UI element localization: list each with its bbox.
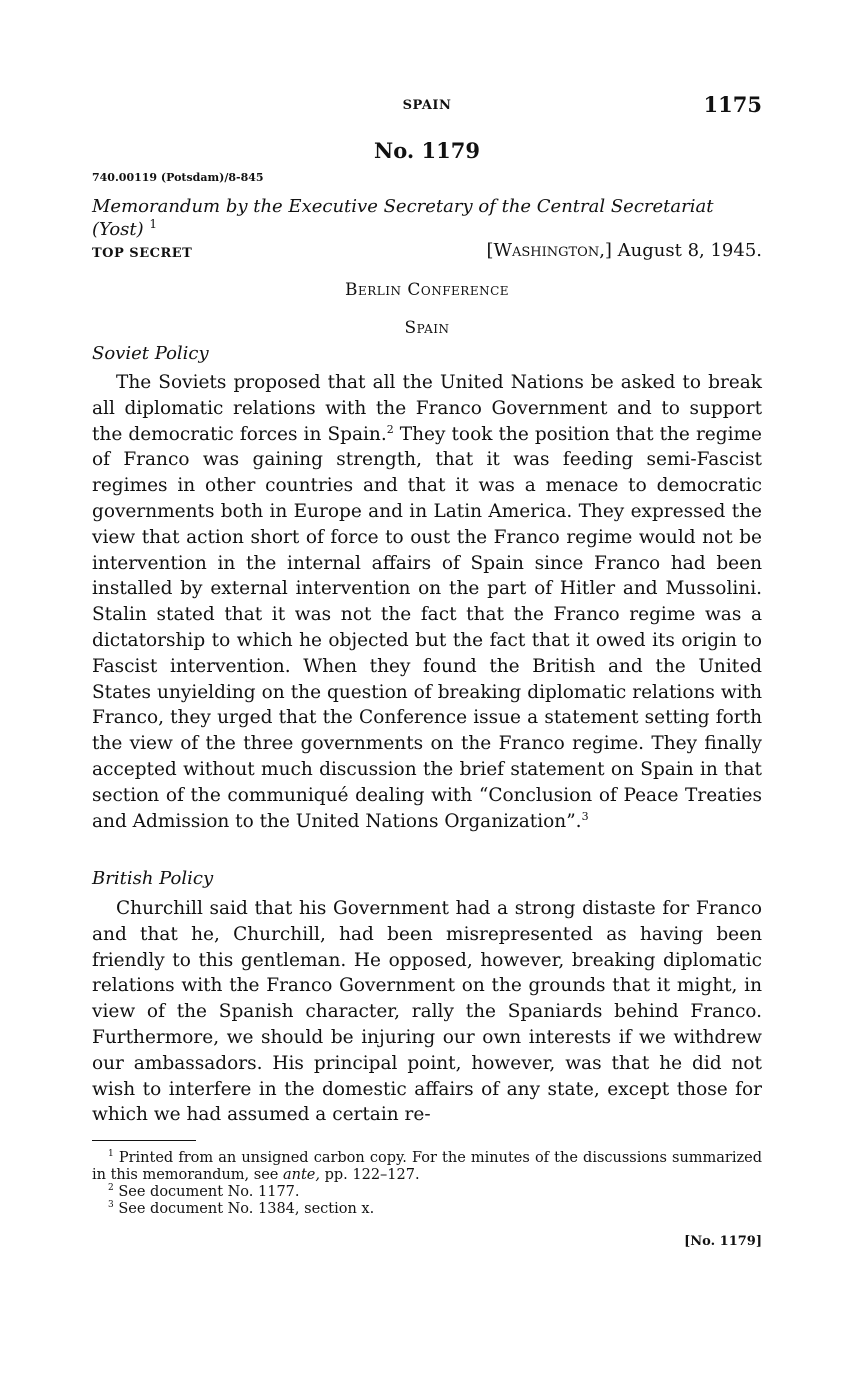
footnote-text: pp. 122–127. <box>319 1167 420 1183</box>
footnote-3 <box>92 1201 762 1218</box>
footnote-2 <box>92 1184 762 1201</box>
paragraph-text: The Soviets proposed that all the United Nations be asked to break all diplomatic relations with the Franco Government and to support the democratic forces in Spain. <box>92 372 762 445</box>
place: [Washington,] <box>486 240 612 261</box>
paragraph-british-policy: Churchill said that his Government had a strong distaste for Franco and that he, Churchill, had been misrepresented as having been friendly to this gentleman. He opposed, however, breaking diplomatic relations with the Franco Government on the grounds that it might, in view of the Spanish character, rally the Spaniards behind Franco. Furthermore, we should be injuring our own interests if we withdrew our ambassadors. His principal point, however, was that he did not wish to interfere in the domestic affairs of any state, except those for which we had assumed a certain re- <box>92 898 762 1126</box>
running-title: SPAIN <box>402 98 452 113</box>
footnote-ref: 2 <box>386 422 394 436</box>
document-title <box>92 196 762 240</box>
footnote-mark: 3 <box>108 1200 114 1211</box>
footnote-ref: 3 <box>581 809 589 823</box>
running-head <box>92 90 762 122</box>
footnote-text: See document No. 1384, section x. <box>118 1201 375 1217</box>
footnote-text-italic: ante, <box>282 1167 320 1183</box>
footnote-ref: 1 <box>149 217 158 231</box>
page-number: 1175 <box>703 92 762 117</box>
classification-label: TOP SECRET <box>92 246 193 261</box>
section-heading-soviet: Soviet Policy <box>92 343 209 364</box>
footnote-mark: 2 <box>108 1183 114 1194</box>
footnote-text: See document No. 1177. <box>118 1184 300 1200</box>
place-date <box>486 240 762 261</box>
footnote-1 <box>92 1150 762 1184</box>
file-reference: 740.00119 (Potsdam)/8-845 <box>92 171 264 184</box>
footnote-divider <box>92 1140 196 1141</box>
document-number: No. 1179 <box>374 138 480 163</box>
section-heading-british: British Policy <box>92 868 214 889</box>
conference-heading: Berlin Conference <box>344 280 510 300</box>
paragraph-text: They took the position that the regime of Franco was gaining strength, that it was feeding semi-Fascist regimes in other countries and that it was a menace to democratic governments both in Europe and in Latin America. They expressed the view that action short of force to oust the Franco regime would not be intervention in the internal affairs of Spain since Franco had been installed by external intervention on the part of Hitler and Mussolini. Stalin stated that it was not the fact that the Franco regime was a dictatorship to which he objected but the fact that it owed its origin to Fascist intervention. When they found the British and the United States unyielding on the question of breaking diplomatic relations with Franco, they urged that the Conference issue a statement setting forth the view of the three governments on the Franco regime. They finally accepted without much discussion the brief statement on Spain in that section of the communiqué dealing with “Conclusion of Peace Treaties and Admission to the United Nations Organization”. <box>92 423 762 832</box>
subject-heading: Spain <box>404 318 450 338</box>
footnote-text: Printed from an unsigned carbon copy. For the minutes of the discussions summarized in this memorandum, see <box>92 1150 762 1183</box>
paragraph-soviet-policy <box>92 370 762 834</box>
footnote-mark: 1 <box>108 1149 114 1160</box>
footnotes <box>92 1150 762 1218</box>
date: August 8, 1945. <box>617 240 762 261</box>
document-title-text: Memorandum by the Executive Secretary of the Central Secretariat (Yost) <box>92 196 714 240</box>
document-end-marker: [No. 1179] <box>684 1234 762 1249</box>
